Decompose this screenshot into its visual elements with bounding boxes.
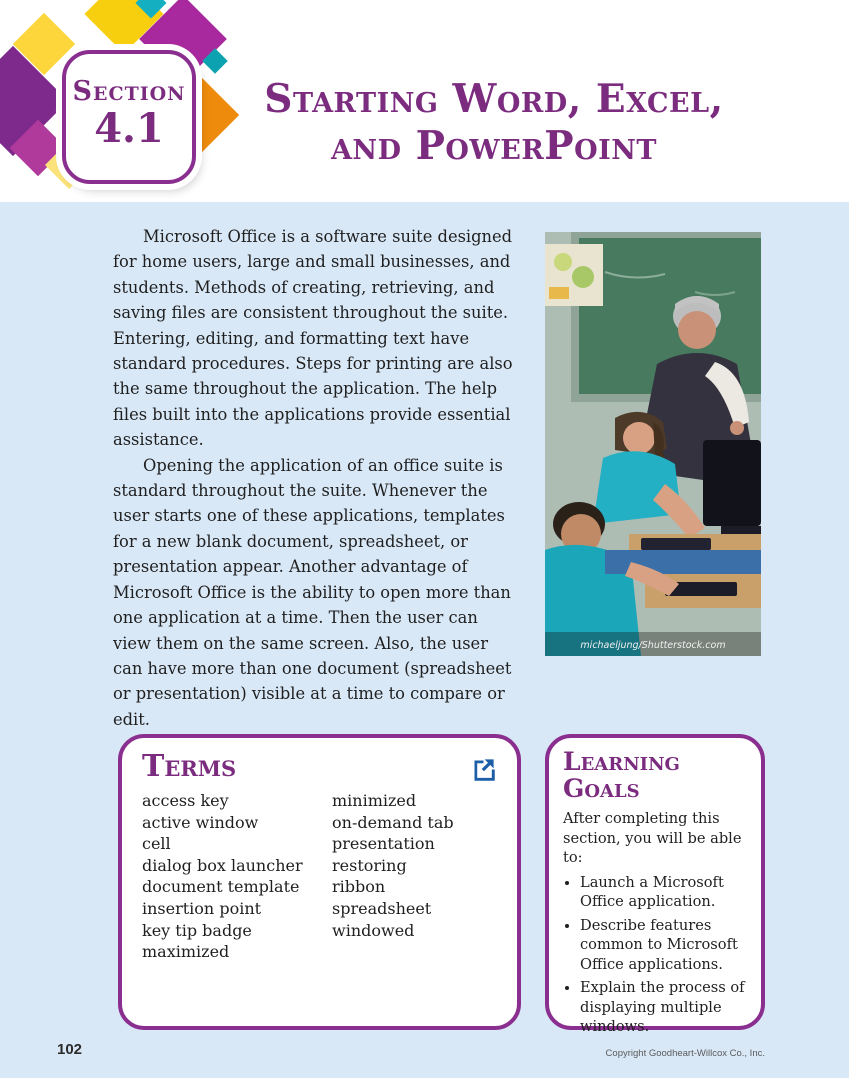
goal-item: • Explain the process of displaying multiple windows. [580, 978, 747, 1037]
term: access key [142, 791, 229, 810]
goal-item: • Launch a Microsoft Office application. [580, 873, 747, 912]
terms-title: Terms [142, 749, 237, 784]
term: windowed [332, 920, 415, 940]
paragraph-2: Opening the application of an office suite is standard throughout the suite. Whenever the user starts one of these applications, templates for a new blank document, spreadsheet, or presentation appear. Another advantage of Microsoft Office is the ability to open more than one application at a time. Then the user can view them on the same screen. Also, the user can have more than one document (spreadsheet or presentation) visible at a time to compare or edit. [113, 455, 512, 729]
section-badge [62, 50, 196, 184]
external-link-icon[interactable] [470, 756, 497, 783]
section-label: Section [72, 76, 186, 107]
paragraph-1: Microsoft Office is a software suite designed for home users, large and small businesses, and students. Methods of creating, retrieving, and saving files are consistent throughout the suite. Entering, editing, and formatting text have standard procedures. Steps for printing are also the same throughout the application. The help files built into the applications provide essential assistance. [113, 227, 513, 450]
term: maximized [142, 942, 230, 962]
goals-intro: After completing this section, you will be able to: [563, 810, 742, 866]
goals-title-line1: Learning [563, 747, 680, 776]
learning-goals-title [563, 748, 747, 802]
terms-column-2 [332, 790, 454, 963]
goals-list [563, 873, 747, 1037]
terms-list [142, 790, 497, 963]
page-number: 102 [57, 1041, 83, 1058]
term: presentation [332, 834, 435, 854]
section-number: 4.1 [94, 105, 164, 152]
terms-box [118, 734, 521, 1030]
page-title-line1: Starting Word, Excel, [264, 76, 724, 122]
terms-header [142, 750, 497, 784]
page-title-line2: and PowerPoint [330, 123, 658, 169]
term: spreadsheet [332, 898, 432, 918]
classroom-photo-illustration [545, 232, 761, 656]
term: document template [142, 877, 300, 897]
goals-title-line2: Goals [563, 774, 640, 803]
classroom-photo [545, 232, 761, 656]
page-title [248, 76, 740, 170]
term: restoring [332, 855, 407, 875]
term: minimized [332, 791, 417, 810]
term: on-demand tab [332, 812, 454, 832]
term: ribbon [332, 877, 386, 897]
term: active window [142, 812, 259, 832]
term: insertion point [142, 898, 262, 918]
copyright-notice: Copyright Goodheart-Willcox Co., Inc. [605, 1048, 765, 1059]
body-text [113, 224, 518, 732]
term: dialog box launcher [142, 855, 303, 875]
photo-credit: michaeljung/Shutterstock.com [580, 640, 726, 651]
term: key tip badge [142, 920, 252, 940]
goal-item: • Describe features common to Microsoft Office applications. [580, 916, 747, 975]
terms-column-1 [142, 790, 332, 963]
term: cell [142, 834, 171, 854]
learning-goals-box [545, 734, 765, 1035]
